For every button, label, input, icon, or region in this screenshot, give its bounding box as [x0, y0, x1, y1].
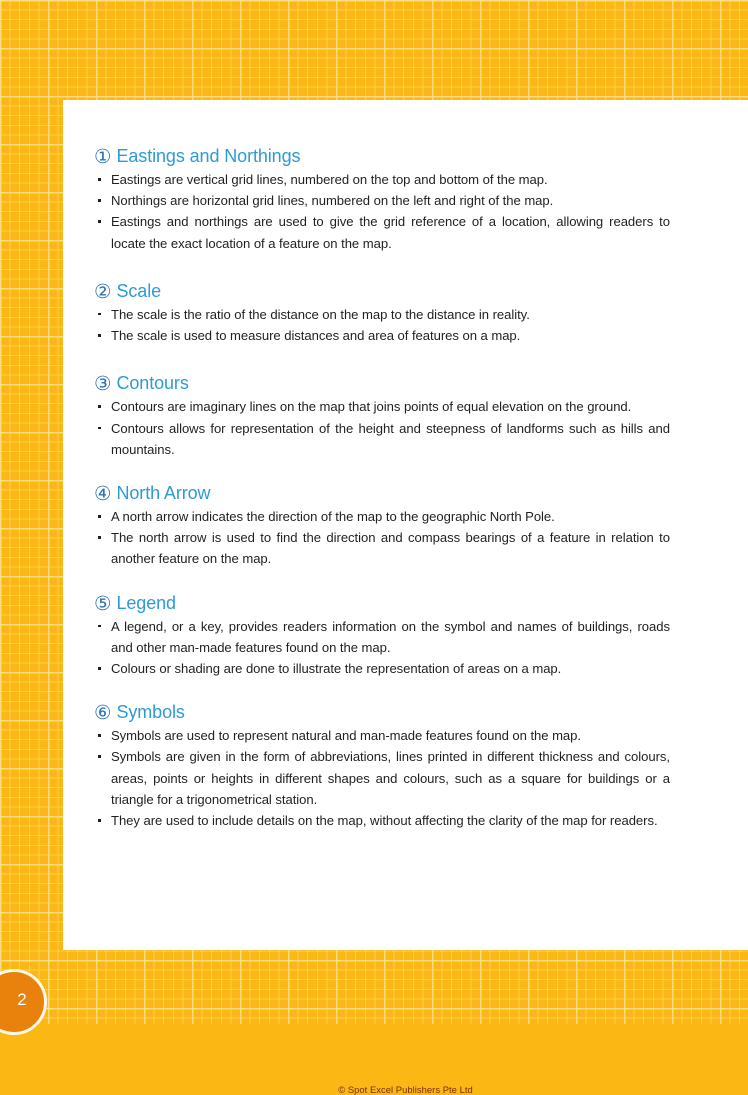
bullet-list: [94, 304, 670, 346]
section-north-arrow: [94, 482, 670, 570]
bullet-list: [94, 396, 670, 460]
page-number-badge: [0, 969, 47, 1035]
section-spacer: [94, 254, 670, 280]
list-item: Symbols are used to represent natural and man-made features found on the map.: [94, 725, 670, 746]
section-scale: [94, 280, 670, 346]
section-title: Contours: [116, 373, 189, 394]
list-item: Eastings are vertical grid lines, numbered on the top and bottom of the map.: [94, 169, 670, 190]
list-item: They are used to include details on the map, without affecting the clarity of the map for readers.: [94, 810, 670, 831]
list-item: The scale is used to measure distances and area of features on a map.: [94, 325, 670, 346]
section-contours: [94, 372, 670, 460]
page-number-label: 2: [17, 990, 27, 1009]
circled-number-1-icon: ①: [94, 145, 112, 168]
sections-container: [94, 145, 670, 831]
list-item: A legend, or a key, provides readers information on the symbol and names of buildings, roads and other man-made features found on the map.: [94, 616, 670, 658]
circled-number-6-icon: ⑥: [94, 701, 112, 725]
list-item: Contours are imaginary lines on the map that joins points of equal elevation on the ground.: [94, 396, 670, 417]
section-heading: [94, 482, 670, 505]
list-item: Colours or shading are done to illustrate the representation of areas on a map.: [94, 658, 670, 679]
section-heading: [94, 592, 670, 615]
section-title: Eastings and Northings: [116, 146, 301, 166]
section-symbols: [94, 701, 670, 831]
bullet-list: [94, 506, 670, 570]
circled-number-3-icon: ③: [94, 372, 112, 396]
section-title: Scale: [116, 280, 162, 301]
bullet-list: [94, 616, 670, 680]
circled-number-5-icon: ⑤: [94, 591, 112, 615]
bullet-list: [94, 169, 670, 254]
list-item: A north arrow indicates the direction of the map to the geographic North Pole.: [94, 506, 670, 527]
circled-number-4-icon: ④: [94, 481, 112, 505]
bullet-list: [94, 725, 670, 831]
list-item: The scale is the ratio of the distance on the map to the distance in reality.: [94, 304, 670, 325]
section-title: North Arrow: [116, 482, 211, 503]
list-item: The north arrow is used to find the direction and compass bearings of a feature in relation to another feature on the map.: [94, 527, 670, 569]
section-legend: [94, 592, 670, 680]
section-heading: [94, 145, 670, 168]
list-item: Northings are horizontal grid lines, numbered on the left and right of the map.: [94, 190, 670, 211]
section-heading: [94, 280, 670, 303]
section-title: Legend: [116, 592, 176, 613]
section-spacer: [94, 460, 670, 482]
list-item: Eastings and northings are used to give the grid reference of a location, allowing readers to locate the exact location of a feature on the map.: [94, 211, 670, 253]
copyright-notice: © Spot Excel Publishers Pte Ltd: [338, 1084, 473, 1095]
content-paper-panel: [63, 100, 748, 1095]
circled-number-2-icon: ②: [94, 279, 112, 303]
section-spacer: [94, 570, 670, 592]
list-item: Contours allows for representation of the height and steepness of landforms such as hills and mountains.: [94, 418, 670, 460]
section-title: Symbols: [116, 702, 185, 723]
section-eastings-and-northings: [94, 145, 670, 254]
section-heading: [94, 372, 670, 395]
section-spacer: [94, 679, 670, 701]
section-spacer: [94, 346, 670, 372]
section-heading: [94, 701, 670, 724]
list-item: Symbols are given in the form of abbreviations, lines printed in different thickness and colours, areas, points or heights in different shapes and colours, such as a square for buildings or a triangle for a trigonometrical station.: [94, 746, 670, 810]
